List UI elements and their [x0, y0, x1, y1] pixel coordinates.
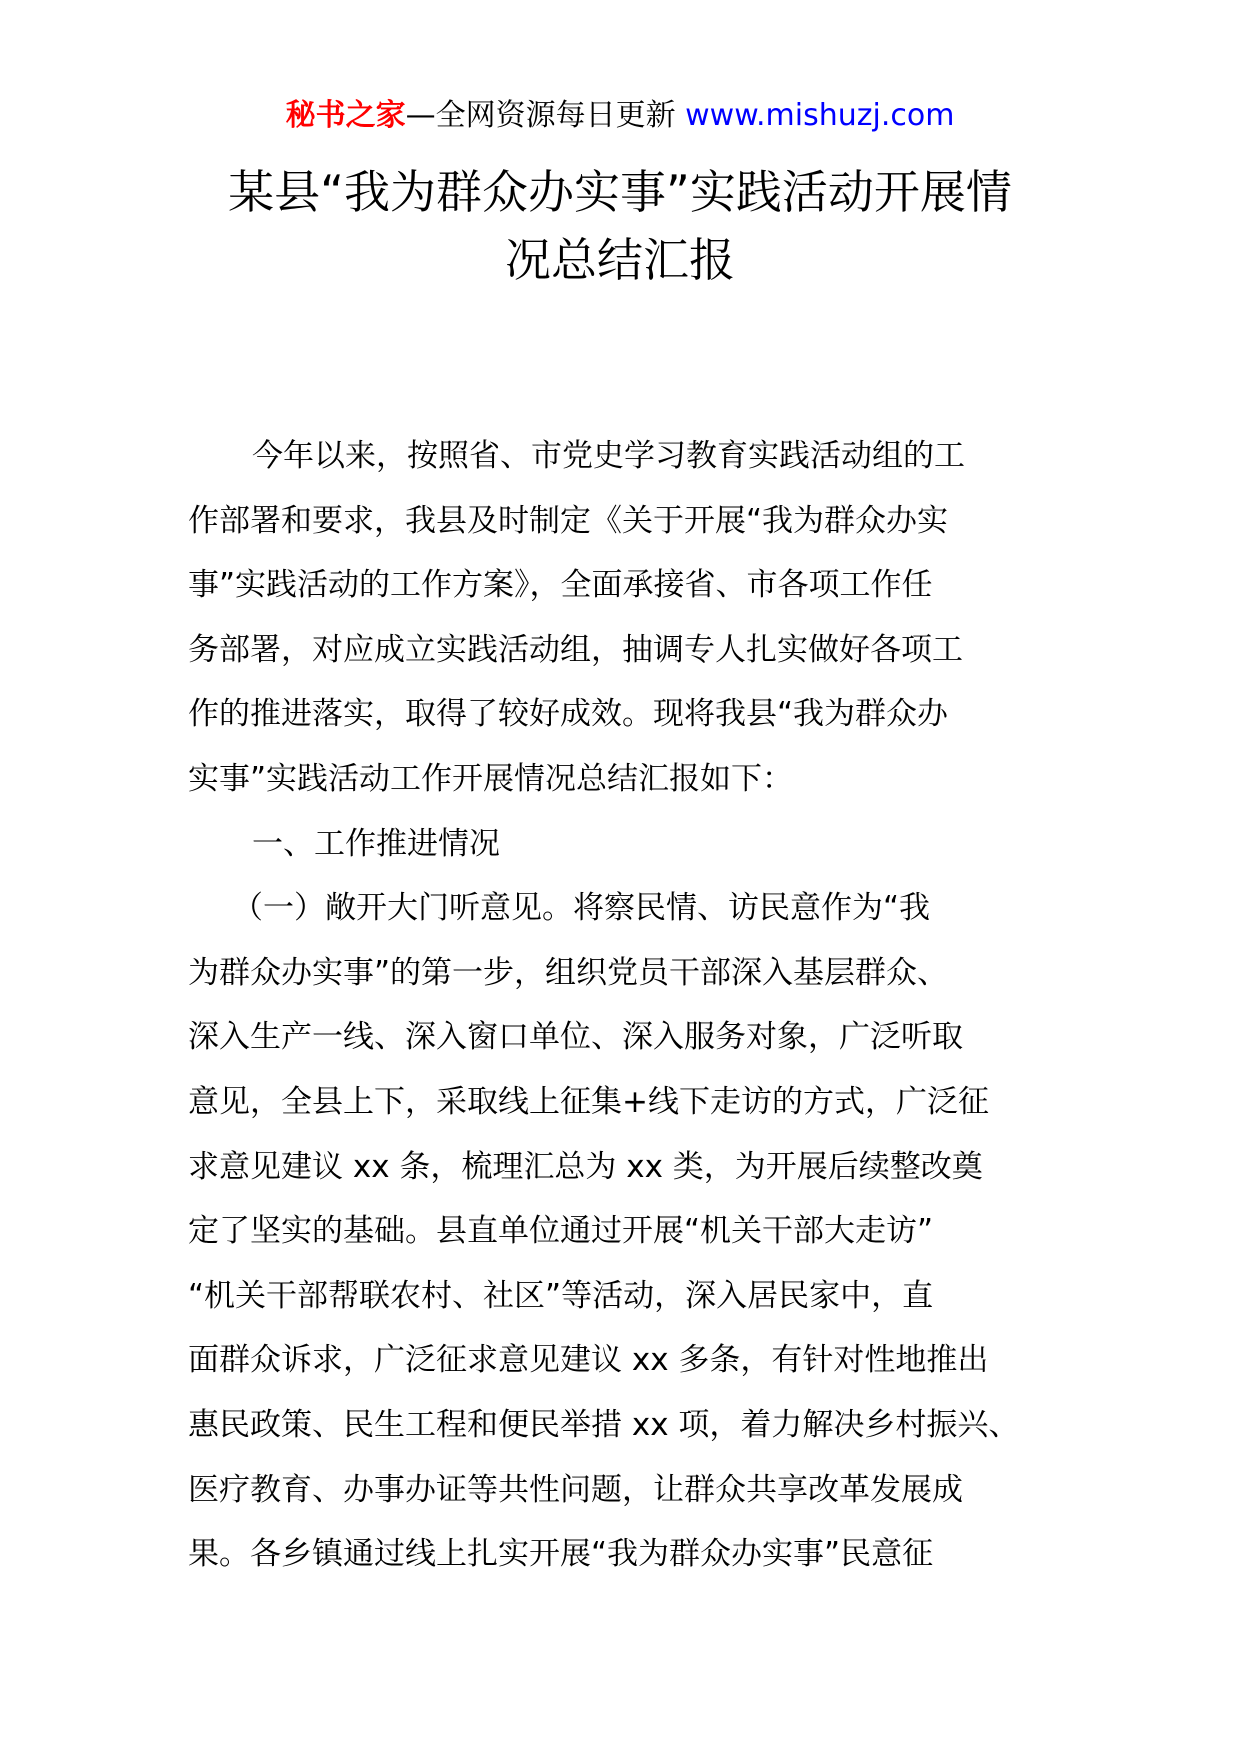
title-line-1: 某县“我为群众办实事”实践活动开展情	[228, 165, 1012, 219]
body-line: 惠民政策、民生工程和便民举措 xx 项，着力解决乡村振兴、	[188, 1406, 1020, 1443]
body-line: 务部署，对应成立实践活动组，抽调专人扎实做好各项工	[188, 631, 963, 668]
body-line: 实事”实践活动工作开展情况总结汇报如下：	[188, 760, 794, 797]
body-line: 今年以来，按照省、市党史学习教育实践活动组的工	[252, 438, 965, 474]
body-line: 为群众办实事”的第一步，组织党员干部深入基层群众、	[188, 954, 949, 991]
site-url-link[interactable]: www.mishuzj.com	[685, 98, 955, 133]
body-line: “机关干部帮联农村、社区”等活动，深入居民家中，直	[188, 1277, 934, 1314]
watermark-header	[0, 96, 1240, 136]
body-line: 面群众诉求，广泛征求意见建议 xx 多条，有针对性地推出	[188, 1342, 989, 1379]
section-heading: 一、工作推进情况	[252, 825, 500, 862]
document-title	[170, 158, 1070, 294]
body-line: 医疗教育、办事办证等共性问题，让群众共享改革发展成	[188, 1471, 963, 1508]
body-line: 果。各乡镇通过线上扎实开展“我为群众办实事”民意征	[188, 1536, 934, 1573]
body-line: 定了坚实的基础。县直单位通过开展“机关干部大走访”	[188, 1213, 934, 1250]
body-line: 事”实践活动的工作方案》，全面承接省、市各项工作任	[188, 567, 933, 604]
body-line: 作的推进落实，取得了较好成效。现将我县“我为群众办	[188, 696, 949, 733]
brand-name: 秘书之家	[285, 98, 406, 133]
header-tagline: —全网资源每日更新	[405, 98, 686, 133]
body-line: 求意见建议 xx 条，梳理汇总为 xx 类，为开展后续整改奠	[188, 1148, 983, 1185]
body-line: 作部署和要求，我县及时制定《关于开展“我为群众办实	[188, 502, 949, 539]
document-body	[188, 424, 1056, 1587]
body-line: 意见，全县上下，采取线上征集+线下走访的方式，广泛征	[188, 1083, 989, 1120]
subsection-heading: （一）敞开大门听意见。将察民情、访民意作为“我	[232, 890, 931, 927]
body-line: 深入生产一线、深入窗口单位、深入服务对象，广泛听取	[188, 1019, 963, 1056]
title-line-2: 况总结汇报	[505, 233, 735, 287]
